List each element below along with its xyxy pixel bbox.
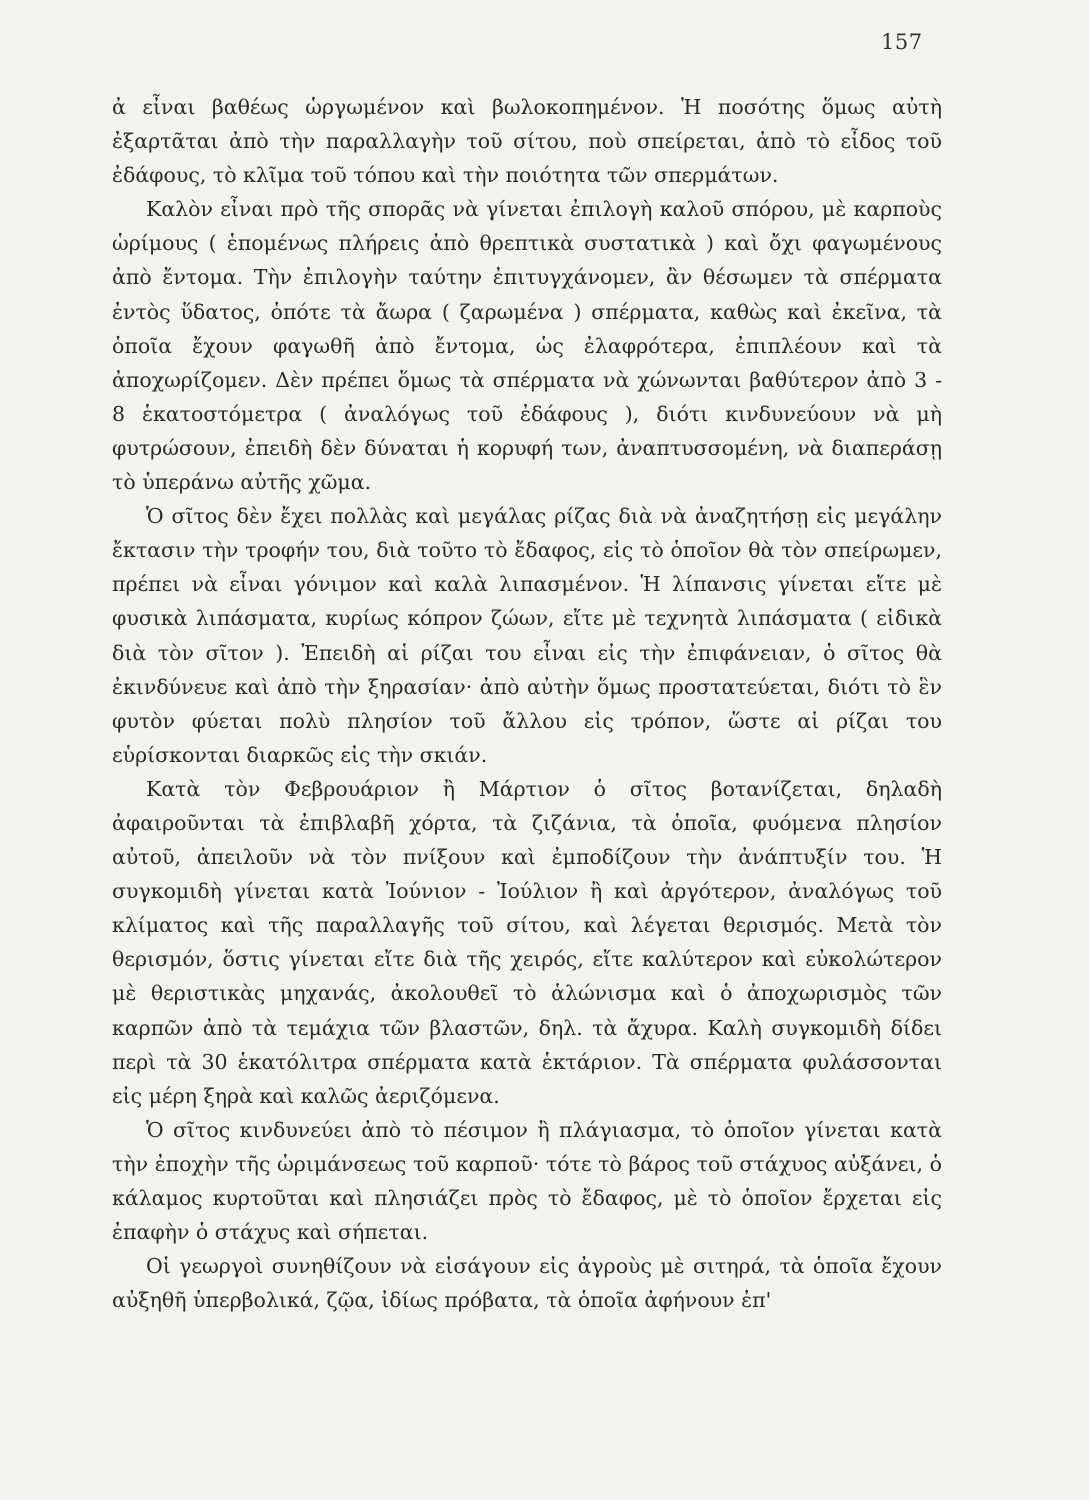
paragraph: Κατὰ τὸν Φεβρουάριον ἢ Μάρτιον ὁ σῖτος βοτανίζεται, δηλαδὴ ἀφαιροῦνται τὰ ἐπιβλαβῆ χόρτα, τὰ ζιζάνια, τὰ ὁποῖα, φυόμενα πλησίον αὐτοῦ, ἀπειλοῦν νὰ τὸν πνίξουν καὶ ἐμποδίζουν τὴν ἀνάπτυξίν του. Ἡ συγκομιδὴ γίνεται κατὰ Ἰούνιον - Ἰούλιον ἢ καὶ ἀργότερον, ἀναλόγως τοῦ κλίματος καὶ τῆς παραλλαγῆς τοῦ σίτου, καὶ λέγεται θερισμός. Μετὰ τὸν θερισμόν, ὅστις γίνεται εἴτε διὰ τῆς χειρός, εἴτε καλύτερον καὶ εὐκολώτερον μὲ θεριστικὰς μηχανάς, ἀκολουθεῖ τὸ ἁλώνισμα καὶ ὁ ἀποχωρισμὸς τῶν καρπῶν ἀπὸ τὰ τεμάχια τῶν βλαστῶν, δηλ. τὰ ἄχυρα. Καλὴ συγκομιδὴ δίδει περὶ τὰ 30 ἑκατόλιτρα σπέρματα κατὰ ἑκτάριον. Τὰ σπέρματα φυλάσσονται εἰς μέρη ξηρὰ καὶ καλῶς ἀεριζόμενα. (112, 776, 942, 1108)
paragraph: Οἱ γεωργοὶ συνηθίζουν νὰ εἰσάγουν εἰς ἀγροὺς μὲ σιτηρά, τὰ ὁποῖα ἔχουν αὐξηθῆ ὑπερβολικά, ζῷα, ἰδίως πρόβατα, τὰ ὁποῖα ἀφήνουν ἐπ' (112, 1254, 942, 1313)
paragraph: Καλὸν εἶναι πρὸ τῆς σπορᾶς νὰ γίνεται ἐπιλογὴ καλοῦ σπόρου, μὲ καρποὺς ὡρίμους ( ἑπομένως πλήρεις ἀπὸ θρεπτικὰ συστατικὰ ) καὶ ὄχι φαγωμένους ἀπὸ ἔντομα. Τὴν ἐπιλογὴν ταύτην ἐπιτυγχάνομεν, ἂν θέσωμεν τὰ σπέρματα ἐντὸς ὕδατος, ὁπότε τὰ ἄωρα ( ζαρωμένα ) σπέρματα, καθὼς καὶ ἐκεῖνα, τὰ ὁποῖα ἔχουν φαγωθῆ ἀπὸ ἔντομα, ὡς ἐλαφρότερα, ἐπιπλέουν καὶ τὰ ἀποχωρίζομεν. Δὲν πρέπει ὅμως τὰ σπέρματα νὰ χώνωνται βαθύτερον ἀπὸ 3 - 8 ἑκατοστόμετρα ( ἀναλόγως τοῦ ἐδάφους ), διότι κινδυνεύουν νὰ μὴ φυτρώσουν, ἐπειδὴ δὲν δύναται ἡ κορυφή των, ἀναπτυσσομένη, νὰ διαπεράσῃ τὸ ὑπεράνω αὐτῆς χῶμα. (112, 197, 942, 495)
body-text (112, 90, 942, 1317)
page-number: 157 (881, 30, 923, 54)
paragraph: ἀ εἶναι βαθέως ὡργωμένον καὶ βωλοκοπημένον. Ἡ ποσότης ὅμως αὐτὴ ἐξαρτᾶται ἀπὸ τὴν παραλλαγὴν τοῦ σίτου, ποὺ σπείρεται, ἀπὸ τὸ εἶδος τοῦ ἐδάφους, τὸ κλῖμα τοῦ τόπου καὶ τὴν ποιότητα τῶν σπερμάτων. (112, 95, 942, 188)
paragraph: Ὁ σῖτος δὲν ἔχει πολλὰς καὶ μεγάλας ρίζας διὰ νὰ ἀναζητήσῃ εἰς μεγάλην ἔκτασιν τὴν τροφήν του, διὰ τοῦτο τὸ ἔδαφος, εἰς τὸ ὁποῖον θὰ τὸν σπείρωμεν, πρέπει νὰ εἶναι γόνιμον καὶ καλὰ λιπασμένον. Ἡ λίπανσις γίνεται εἴτε μὲ φυσικὰ λιπάσματα, κυρίως κόπρον ζώων, εἴτε μὲ τεχνητὰ λιπάσματα ( εἰδικὰ διὰ τὸν σῖτον ). Ἐπειδὴ αἱ ρίζαι του εἶναι εἰς τὴν ἐπιφάνειαν, ὁ σῖτος θὰ ἐκινδύνευε καὶ ἀπὸ τὴν ξηρασίαν· ἀπὸ αὐτὴν ὅμως προστατεύεται, διότι τὸ ἓν φυτὸν φύεται πολὺ πλησίον τοῦ ἄλλου εἰς τρόπον, ὥστε αἱ ρίζαι του εὑρίσκονται διαρκῶς εἰς τὴν σκιάν. (112, 504, 942, 767)
paragraph: Ὁ σῖτος κινδυνεύει ἀπὸ τὸ πέσιμον ἢ πλάγιασμα, τὸ ὁποῖον γίνεται κατὰ τὴν ἐποχὴν τῆς ὡριμάνσεως τοῦ καρποῦ· τότε τὸ βάρος τοῦ στάχυος αὐξάνει, ὁ κάλαμος κυρτοῦται καὶ πλησιάζει πρὸς τὸ ἔδαφος, μὲ τὸ ὁποῖον ἔρχεται εἰς ἐπαφὴν ὁ στάχυς καὶ σήπεται. (112, 1117, 942, 1245)
